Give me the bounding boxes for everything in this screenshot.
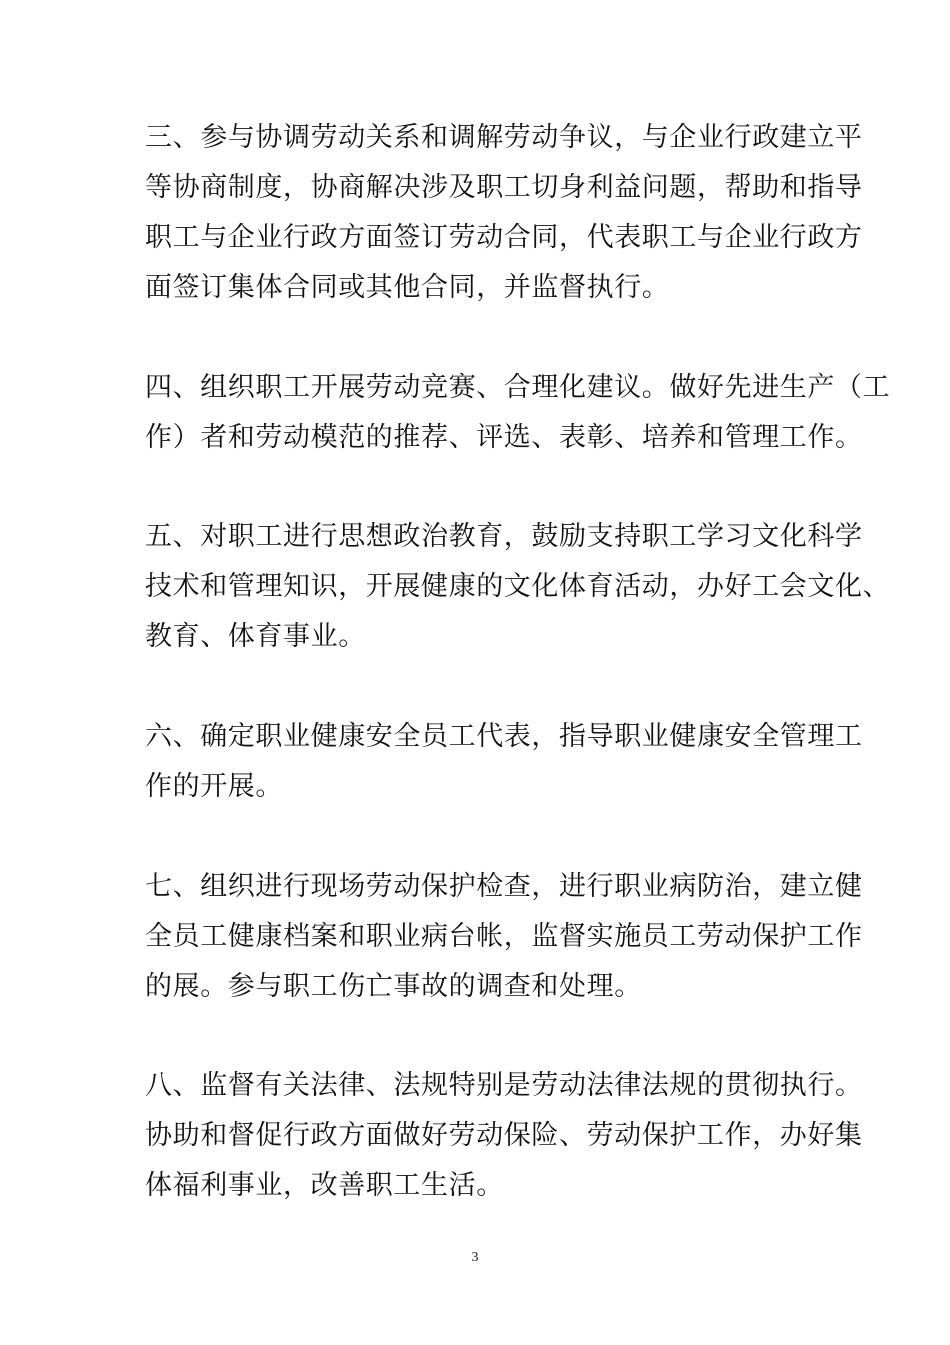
paragraph-line: 等协商制度，协商解决涉及职工切身利益问题，帮助和指导 bbox=[145, 172, 863, 203]
paragraph-3 bbox=[145, 113, 863, 313]
paragraph-line: 全员工健康档案和职业病台帐，监督实施员工劳动保护工作 bbox=[145, 921, 863, 952]
paragraph-line: 技术和管理知识，开展健康的文化体育活动，办好工会文化、 bbox=[145, 571, 891, 602]
paragraph-line: 体福利事业，改善职工生活。 bbox=[145, 1170, 504, 1201]
paragraph-7 bbox=[145, 862, 863, 1012]
paragraph-5 bbox=[145, 512, 891, 662]
paragraph-line: 六、确定职业健康安全员工代表，指导职业健康安全管理工 bbox=[145, 721, 863, 752]
paragraph-line: 面签订集体合同或其他合同，并监督执行。 bbox=[145, 272, 670, 303]
paragraph-line: 作的开展。 bbox=[145, 771, 283, 802]
paragraph-line: 三、参与协调劳动关系和调解劳动争议，与企业行政建立平 bbox=[145, 122, 863, 153]
paragraph-line: 八、监督有关法律、法规特别是劳动法律法规的贯彻执行。 bbox=[145, 1070, 863, 1101]
paragraph-line: 教育、体育事业。 bbox=[145, 621, 366, 652]
paragraph-6 bbox=[145, 712, 863, 812]
page-number: 3 bbox=[471, 1250, 479, 1265]
paragraph-line: 七、组织进行现场劳动保护检查，进行职业病防治，建立健 bbox=[145, 871, 863, 902]
paragraph-8 bbox=[145, 1061, 863, 1211]
paragraph-line: 协助和督促行政方面做好劳动保险、劳动保护工作，办好集 bbox=[145, 1120, 863, 1151]
paragraph-line: 五、对职工进行思想政治教育，鼓励支持职工学习文化科学 bbox=[145, 521, 863, 552]
paragraph-line: 职工与企业行政方面签订劳动合同，代表职工与企业行政方 bbox=[145, 222, 863, 253]
paragraph-line: 四、组织职工开展劳动竞赛、合理化建议。做好先进生产（工 bbox=[145, 372, 891, 403]
paragraph-line: 作）者和劳动模范的推荐、评选、表彰、培养和管理工作。 bbox=[145, 422, 863, 453]
paragraph-line: 的展。参与职工伤亡事故的调查和处理。 bbox=[145, 971, 642, 1002]
paragraph-4 bbox=[145, 363, 891, 463]
